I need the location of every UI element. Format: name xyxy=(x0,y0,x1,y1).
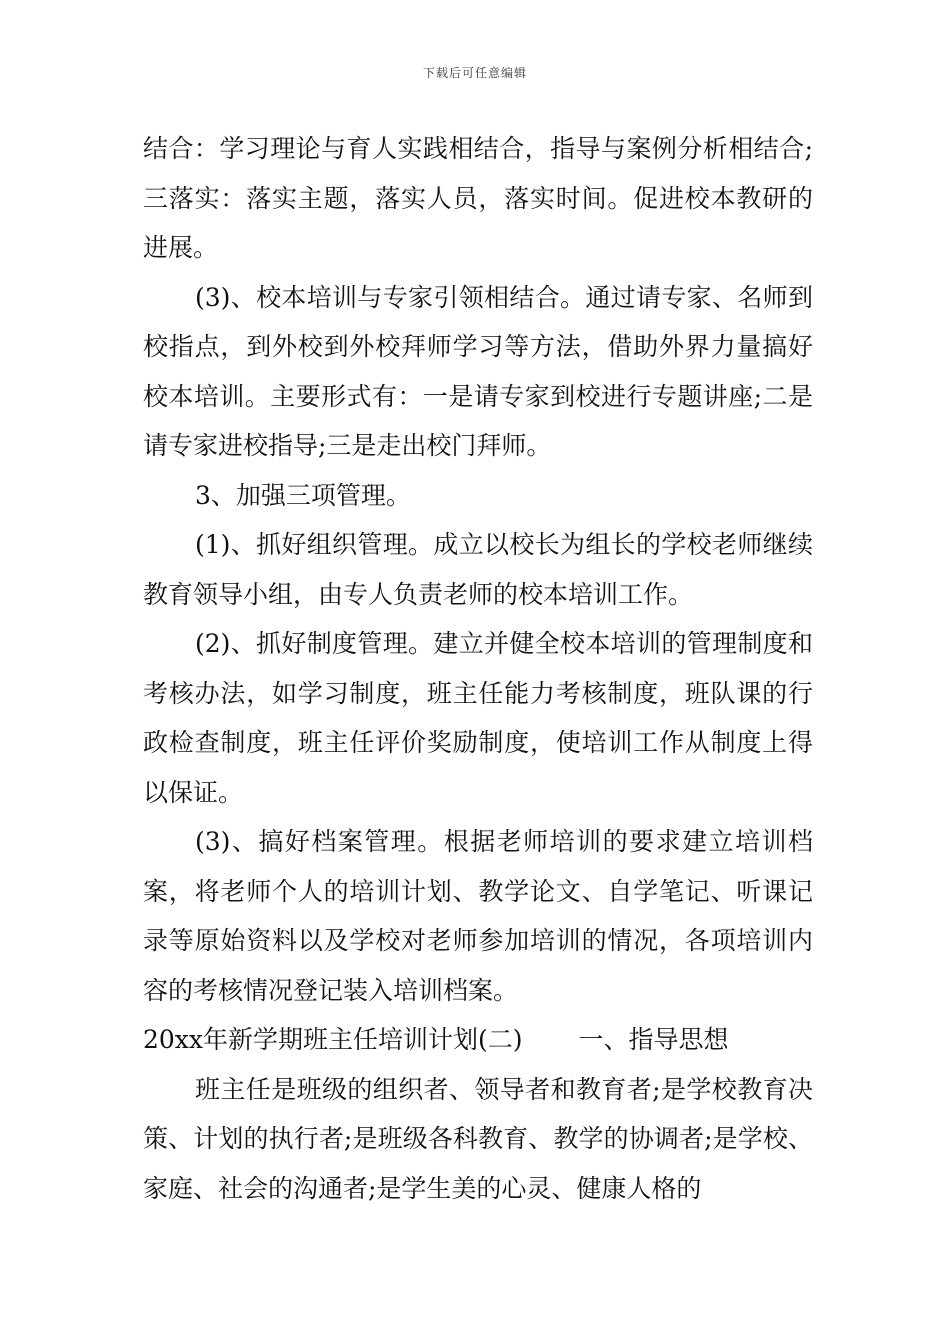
paragraph-6: (3)、搞好档案管理。根据老师培训的要求建立培训档案，将老师个人的培训计划、教学论文、自学笔记、听课记录等原始资料以及学校对老师参加培训的情况，各项培训内容的考核情况登记装入培训档案。 xyxy=(143,827,813,1005)
paragraph-2: (3)、校本培训与专家引领相结合。通过请专家、名师到校指点，到外校到外校拜师学习等方法，借助外界力量搞好校本培训。主要形式有：一是请专家到校进行专题讲座;二是请专家进校指导;三是走出校门拜师。 xyxy=(143,282,813,460)
paragraph-1: 结合：学习理论与育人实践相结合，指导与案例分析相结合;三落实：落实主题，落实人员，落实时间。促进校本教研的进展。 xyxy=(143,134,813,262)
page-header: 下载后可任意编辑 xyxy=(422,66,527,80)
paragraph-3: 3、加强三项管理。 xyxy=(195,480,411,510)
paragraph-7: 班主任是班级的组织者、领导者和教育者;是学校教育决策、计划的执行者;是班级各科教育、教学的协调者;是学校、家庭、社会的沟通者;是学生美的心灵、健康人格的 xyxy=(143,1074,813,1203)
paragraph-4: (1)、抓好组织管理。成立以校长为组长的学校老师继续教育领导小组，由专人负责老师的校本培训工作。 xyxy=(143,530,813,609)
section-title: 20xx年新学期班主任培训计划(二) xyxy=(143,1025,523,1054)
document-body xyxy=(143,124,813,1213)
paragraph-5: (2)、抓好制度管理。建立并健全校本培训的管理制度和考核办法，如学习制度，班主任能力考核制度，班队课的行政检查制度，班主任评价奖励制度，使培训工作从制度上得以保证。 xyxy=(143,629,813,807)
section-subtitle: 一、指导思想 xyxy=(578,1025,729,1054)
section-heading-line xyxy=(143,1015,813,1065)
